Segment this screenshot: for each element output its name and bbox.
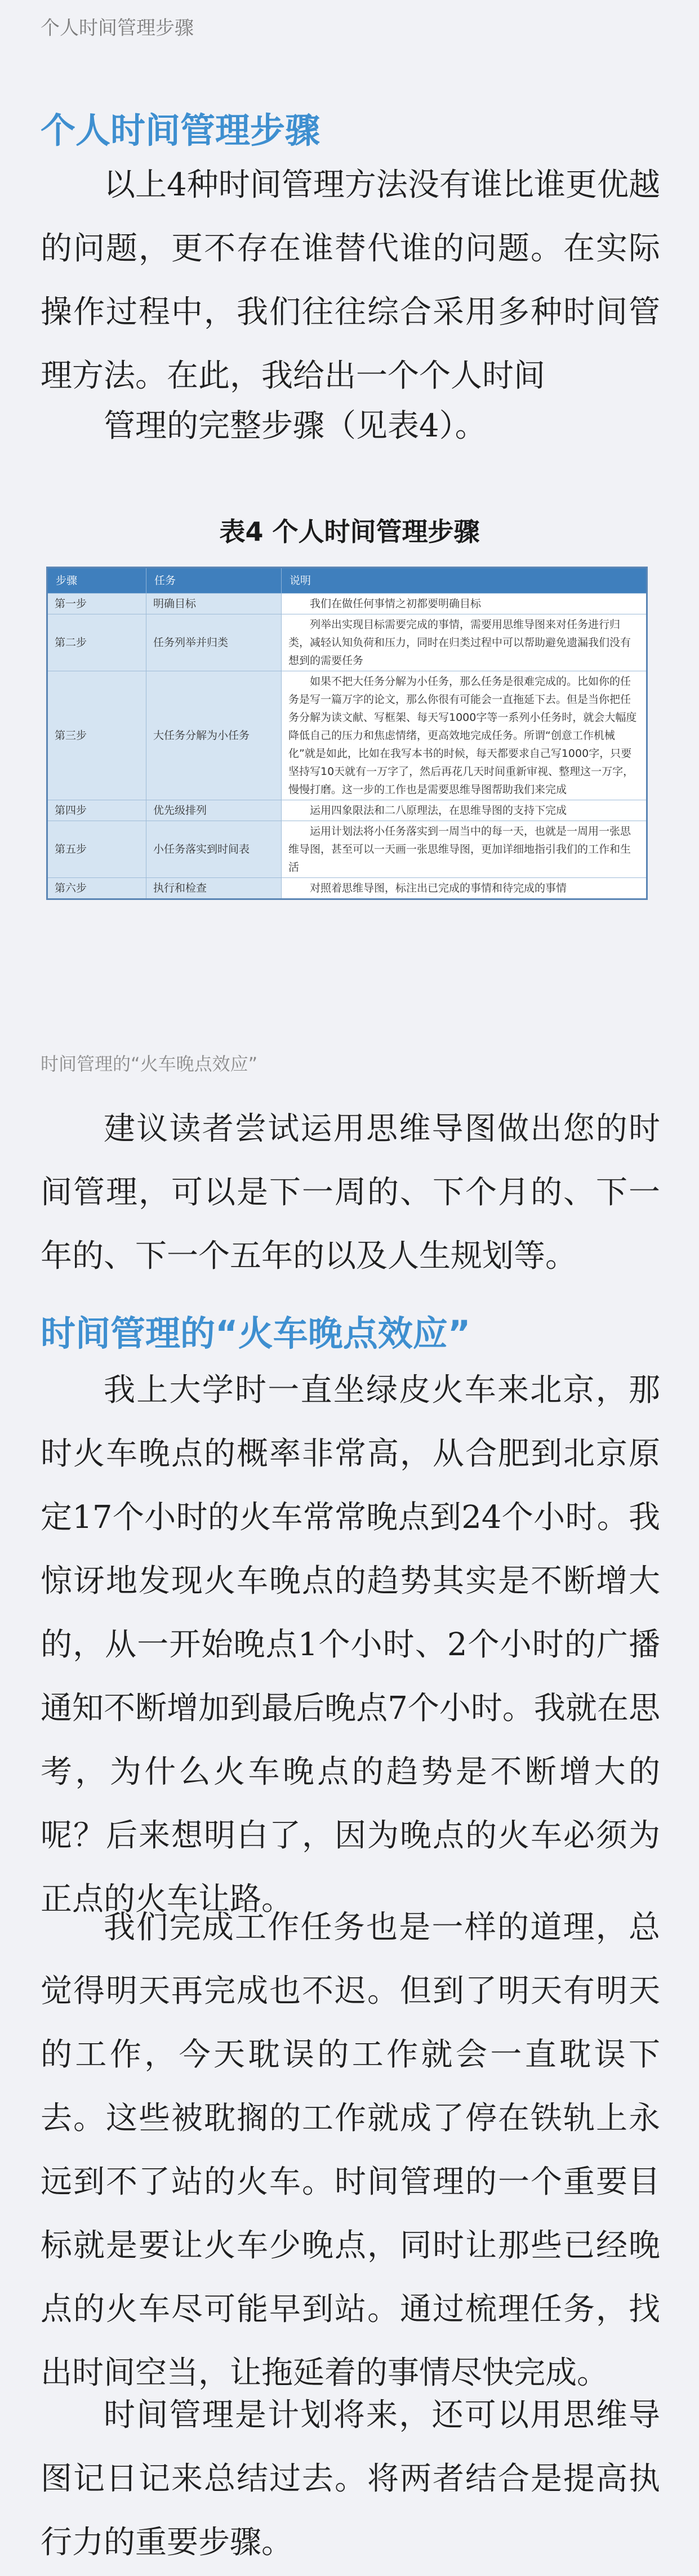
table-title: 表4 个人时间管理步骤 [219, 516, 480, 547]
running-header: 个人时间管理步骤 [41, 17, 194, 39]
task-cell: 任务列举并归类 [146, 614, 282, 671]
task-cell: 执行和检查 [146, 878, 282, 899]
table-row [47, 800, 647, 821]
step-cell: 第五步 [47, 821, 146, 878]
summary-paragraph: 时间管理是计划将来，还可以用思维导图记日记来总结过去。将两者结合是提高执行力的重要步骤。 [41, 2397, 660, 2561]
table-row [47, 614, 647, 671]
section-heading-time-management-steps: 个人时间管理步骤 [41, 110, 320, 151]
step-cell: 第三步 [47, 671, 146, 800]
step-cell: 第一步 [47, 594, 146, 614]
description-cell: 我们在做任何事情之初都要明确目标 [282, 594, 647, 614]
step-cell: 第四步 [47, 800, 146, 821]
section-caption-label: 时间管理的“火车晚点效应” [41, 1053, 258, 1075]
table-row [47, 671, 647, 800]
work-delay-paragraph: 我们完成工作任务也是一样的道理，总觉得明天再完成也不迟。但到了明天有明天的工作，今天耽误的工作就会一直耽误下去。这些被耽搁的工作就成了停在铁轨上永远到不了站的火车。时间管理的一个重要目标就是要让火车少晚点，同时让那些已经晚点的火车尽可能早到站。通过梳理任务，找出时间空当，让拖延着的事情尽快完成。 [41, 1909, 660, 2391]
task-cell: 小任务落实到时间表 [146, 821, 282, 878]
task-cell: 明确目标 [146, 594, 282, 614]
description-cell: 运用四象限法和二八原理法，在思维导图的支持下完成 [282, 800, 647, 821]
step-cell: 第六步 [47, 878, 146, 899]
column-header-description: 说明 [282, 568, 647, 594]
suggestion-paragraph: 建议读者尝试运用思维导图做出您的时间管理，可以是下一周的、下个月的、下一年的、下一个五年的以及人生规划等。 [41, 1111, 660, 1274]
task-cell: 优先级排列 [146, 800, 282, 821]
table-header-row [47, 568, 647, 594]
column-header-step: 步骤 [47, 568, 146, 594]
description-cell: 如果不把大任务分解为小任务，那么任务是很难完成的。比如你的任务是写一篇万字的论文，那么你很有可能会一直拖延下去。但是当你把任务分解为读文献、写框架、每天写1000字等一系列小任务时，就会大幅度降低自己的压力和焦虑情绪，更高效地完成任务。所谓“创意工作机械化”就是如此，比如在我写本书的时候，每天都要求自己写1000字，只要坚持写10天就有一万字了，然后再花几天时间重新审视、整理这一万字，慢慢打磨。这一步的工作也是需要思维导图帮助我们来完成 [282, 671, 647, 800]
table-row [47, 594, 647, 614]
description-cell: 列举出实现目标需要完成的事情，需要用思维导图来对任务进行归类，减轻认知负荷和压力，同时在归类过程中可以帮助避免遗漏我们没有想到的需要任务 [282, 614, 647, 671]
train-delay-paragraph: 我上大学时一直坐绿皮火车来北京，那时火车晚点的概率非常高，从合肥到北京原定17个小时的火车常常晚点到24个小时。我惊讶地发现火车晚点的趋势其实是不断增大的，从一开始晚点1个小时、2个小时的广播通知不断增加到最后晚点7个小时。我就在思考，为什么火车晚点的趋势是不断增大的呢？后来想明白了，因为晚点的火车必须为正点的火车让路。 [41, 1372, 660, 1918]
column-header-task: 任务 [146, 568, 282, 594]
step-cell: 第二步 [47, 614, 146, 671]
table-row [47, 821, 647, 878]
intro-paragraph: 以上4种时间管理方法没有谁比谁更优越的问题，更不存在谁替代谁的问题。在实际操作过程中，我们往往综合采用多种时间管理方法。在此，我给出一个个人时间 [41, 167, 660, 394]
table-row [47, 878, 647, 899]
time-management-steps-table [46, 567, 648, 900]
section-heading-train-delay-effect: 时间管理的“火车晚点效应” [41, 1313, 471, 1354]
description-cell: 对照着思维导图，标注出已完成的事情和待完成的事情 [282, 878, 647, 899]
table-reference-paragraph: 管理的完整步骤（见表4）。 [104, 408, 487, 444]
description-cell: 运用计划法将小任务落实到一周当中的每一天，也就是一周用一张思维导图，甚至可以一天画一张思维导图，更加详细地指引我们的工作和生活 [282, 821, 647, 878]
task-cell: 大任务分解为小任务 [146, 671, 282, 800]
